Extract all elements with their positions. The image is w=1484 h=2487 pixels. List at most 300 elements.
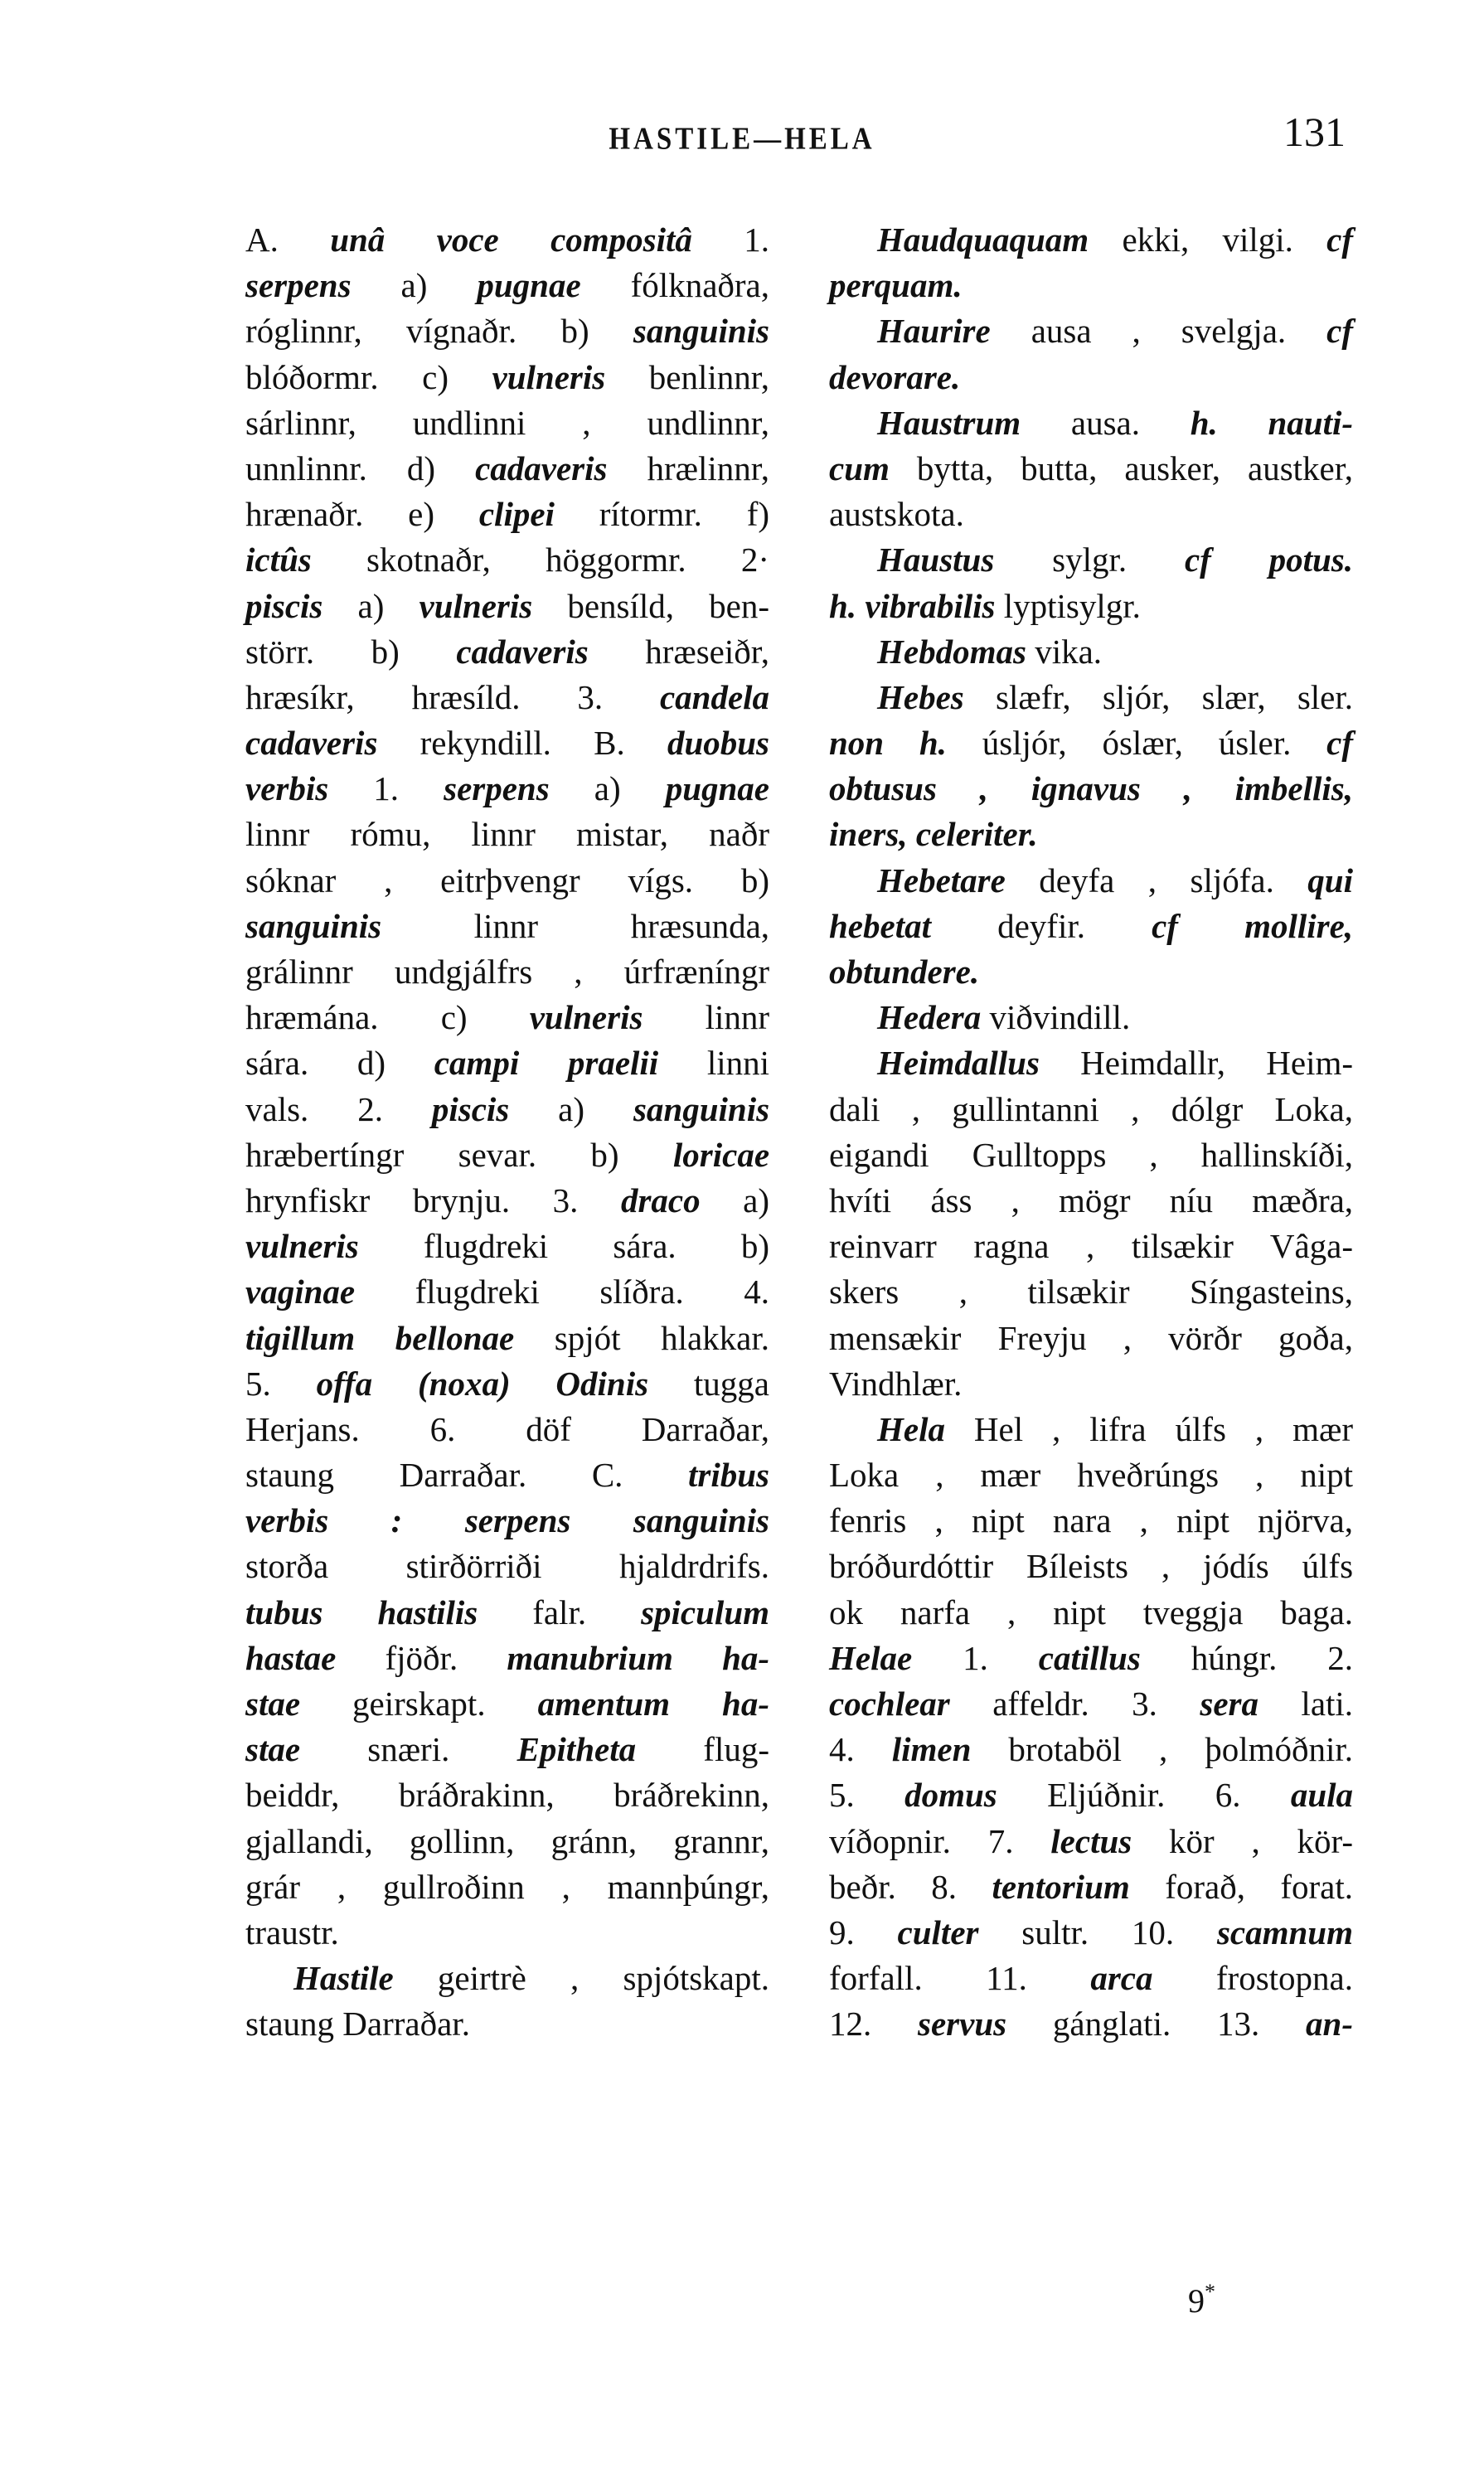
latin-term: perquam. xyxy=(829,266,963,305)
icelandic-text: slíðra. xyxy=(599,1273,684,1311)
icelandic-text: dali , xyxy=(829,1089,920,1128)
text-line xyxy=(245,308,769,354)
icelandic-text: gánglati. xyxy=(1052,2005,1171,2043)
icelandic-text: vika. xyxy=(1035,632,1103,671)
right-column xyxy=(829,217,1353,2048)
icelandic-text: sára. xyxy=(613,1227,677,1266)
icelandic-text: e) xyxy=(408,495,435,534)
text-line xyxy=(829,995,1353,1040)
latin-term: cadaveris xyxy=(475,448,608,487)
icelandic-text: bróðurdóttir xyxy=(829,1547,994,1586)
latin-term: cadaveris xyxy=(245,724,378,763)
latin-term: unâ xyxy=(330,221,386,259)
icelandic-text: spjót hlakkar. xyxy=(554,1318,769,1357)
latin-term: Hastile xyxy=(293,1959,394,1998)
icelandic-text: affeldr. xyxy=(992,1685,1089,1723)
text-line xyxy=(829,1956,1353,2001)
icelandic-text: gullintanni , xyxy=(952,1089,1140,1128)
text-line xyxy=(245,904,769,949)
icelandic-text: A. xyxy=(245,221,279,259)
latin-term: tentorium xyxy=(992,1867,1130,1906)
latin-term: devorare. xyxy=(829,357,961,396)
latin-term: obtusus , xyxy=(829,769,988,808)
printer-signature-mark xyxy=(1188,2280,1215,2320)
icelandic-text: skotnaðr, xyxy=(366,541,491,579)
latin-term: piscis xyxy=(431,1089,510,1128)
icelandic-text: B. xyxy=(594,724,625,763)
icelandic-text: mannþúngr, xyxy=(607,1867,770,1906)
icelandic-text: rekyndill. xyxy=(419,724,551,763)
text-line xyxy=(829,2001,1353,2047)
text-line xyxy=(245,217,769,263)
text-line xyxy=(829,858,1353,904)
text-line xyxy=(245,858,769,904)
text-line xyxy=(829,812,1353,857)
icelandic-text: lati. xyxy=(1301,1685,1354,1723)
icelandic-text: 5. xyxy=(829,1776,855,1815)
icelandic-text: flug- xyxy=(703,1730,769,1769)
text-line xyxy=(245,1178,769,1224)
text-line xyxy=(829,1498,1353,1544)
icelandic-text: austker, xyxy=(1248,448,1354,487)
icelandic-text: gránn, xyxy=(550,1821,638,1860)
icelandic-text: geirskapt. xyxy=(352,1685,486,1723)
icelandic-text: deyfir. xyxy=(997,906,1085,945)
latin-term: cf xyxy=(1326,312,1353,351)
icelandic-text: spjótskapt. xyxy=(623,1959,770,1998)
text-line xyxy=(245,629,769,675)
icelandic-text: hræmána. xyxy=(245,998,379,1037)
latin-term: praelii xyxy=(567,1044,659,1083)
icelandic-text: 3. xyxy=(577,677,604,716)
latin-term: Haustrum xyxy=(877,403,1021,442)
latin-term: cum xyxy=(829,448,890,487)
icelandic-text: austskota. xyxy=(829,495,964,534)
text-line xyxy=(829,1316,1353,1361)
latin-term: piscis xyxy=(245,586,323,625)
text-line xyxy=(245,1864,769,1910)
icelandic-text: naðr xyxy=(709,815,769,854)
text-line xyxy=(245,1087,769,1132)
latin-term: pugnae xyxy=(665,769,770,808)
icelandic-text: hrynfiskr xyxy=(245,1180,371,1219)
latin-term: tigillum xyxy=(245,1318,356,1357)
latin-term: sanguinis xyxy=(633,312,769,351)
icelandic-text: forat. xyxy=(1280,1867,1354,1906)
icelandic-text: hjaldrdrifs. xyxy=(618,1547,770,1586)
icelandic-text: 2· xyxy=(740,541,770,579)
icelandic-text: deyfa , xyxy=(1039,861,1157,899)
icelandic-text: úsler. xyxy=(1218,724,1292,763)
text-line xyxy=(829,1864,1353,1910)
icelandic-text: sevar. xyxy=(458,1135,537,1174)
icelandic-text: sljór, xyxy=(1102,677,1171,716)
icelandic-text: a) xyxy=(743,1180,769,1219)
icelandic-text: ausa. xyxy=(1070,403,1141,442)
text-line xyxy=(245,675,769,720)
icelandic-text: Loka , xyxy=(829,1456,944,1495)
latin-term: vibrabilis xyxy=(865,586,996,625)
latin-term: hastae xyxy=(245,1638,337,1677)
icelandic-text: hrænaðr. xyxy=(245,495,364,534)
icelandic-text: Loka, xyxy=(1274,1089,1354,1128)
icelandic-text: 3. xyxy=(552,1180,579,1219)
icelandic-text: rítormr. xyxy=(599,495,702,534)
latin-term: Hebes xyxy=(877,677,964,716)
latin-term: Hedera xyxy=(877,998,982,1037)
text-line xyxy=(829,1544,1353,1589)
latin-term: Haurire xyxy=(877,312,991,351)
latin-term: serpens xyxy=(245,266,352,305)
icelandic-text: undgjálfrs , xyxy=(394,953,583,991)
latin-term: ictûs xyxy=(245,541,312,579)
text-line xyxy=(245,263,769,308)
latin-term: tubus xyxy=(245,1593,323,1631)
icelandic-text: grár , xyxy=(245,1867,347,1906)
latin-term: lectus xyxy=(1050,1821,1132,1860)
icelandic-text: Bíleists , xyxy=(1026,1547,1171,1586)
text-line xyxy=(245,537,769,583)
icelandic-text: Darraðar. xyxy=(342,2005,470,2043)
latin-term: mollire, xyxy=(1244,906,1354,945)
latin-term: h. xyxy=(829,586,857,625)
icelandic-text: hvíti xyxy=(829,1180,892,1219)
latin-term: cochlear xyxy=(829,1685,950,1723)
latin-term: Odinis xyxy=(555,1364,649,1403)
icelandic-text: hallinskíði, xyxy=(1200,1135,1353,1174)
icelandic-text: fjöðr. xyxy=(385,1638,458,1677)
latin-term: vulneris xyxy=(529,998,643,1037)
icelandic-text: b) xyxy=(590,1135,619,1174)
text-line xyxy=(829,1636,1353,1681)
left-column xyxy=(245,217,769,2048)
text-line xyxy=(829,355,1353,400)
latin-term: candela xyxy=(659,677,770,716)
text-line xyxy=(829,949,1353,995)
icelandic-text: mær xyxy=(1292,1409,1354,1448)
icelandic-text: mær xyxy=(980,1456,1041,1495)
text-line xyxy=(245,949,769,995)
icelandic-text: bráðrekinn, xyxy=(613,1776,770,1815)
icelandic-text: Vâga- xyxy=(1269,1227,1354,1266)
icelandic-text: baga. xyxy=(1280,1593,1354,1631)
latin-term: loricae xyxy=(672,1135,770,1174)
icelandic-text: sler. xyxy=(1297,677,1354,716)
text-line xyxy=(245,1772,769,1818)
icelandic-text: svelgja. xyxy=(1181,312,1287,351)
icelandic-text: linnr xyxy=(705,998,770,1037)
icelandic-text: slær, xyxy=(1201,677,1266,716)
icelandic-text: vígs. xyxy=(628,861,694,899)
text-line xyxy=(245,812,769,857)
text-line xyxy=(829,720,1353,766)
icelandic-text: linnr xyxy=(471,815,536,854)
text-line xyxy=(829,1087,1353,1132)
icelandic-text: úsljór, xyxy=(982,724,1067,763)
icelandic-text: slæfr, xyxy=(996,677,1071,716)
text-line xyxy=(829,1590,1353,1636)
latin-term: vulneris xyxy=(419,586,533,625)
icelandic-text: kör- xyxy=(1297,1821,1354,1860)
text-line xyxy=(829,446,1353,492)
icelandic-text: 1. xyxy=(373,769,400,808)
icelandic-text: C. xyxy=(591,1456,623,1495)
latin-term: non h. xyxy=(829,724,947,763)
icelandic-text: flugdreki xyxy=(423,1227,549,1266)
text-line xyxy=(245,1727,769,1772)
icelandic-text: vals. xyxy=(245,1089,309,1128)
latin-term: pugnae xyxy=(477,266,581,305)
icelandic-text: ausker, xyxy=(1124,448,1220,487)
icelandic-text: Herjans. xyxy=(245,1409,360,1448)
text-line xyxy=(245,720,769,766)
icelandic-text: stirðörriði xyxy=(405,1547,542,1586)
latin-term: stae xyxy=(245,1730,301,1769)
icelandic-text: f) xyxy=(746,495,770,534)
text-line xyxy=(829,1040,1353,1086)
text-line xyxy=(245,1224,769,1269)
text-line xyxy=(245,1910,769,1956)
latin-term: Helae xyxy=(829,1638,913,1677)
icelandic-text: úrfræníngr xyxy=(623,953,770,991)
latin-term: verbis : xyxy=(245,1501,403,1540)
latin-term: limen xyxy=(891,1730,972,1769)
text-line xyxy=(829,217,1353,263)
text-line xyxy=(245,2001,769,2047)
text-line xyxy=(245,446,769,492)
text-line xyxy=(245,1316,769,1361)
icelandic-text: mensækir xyxy=(829,1318,962,1357)
latin-term: obtundere. xyxy=(829,953,980,991)
icelandic-text: geirtrè , xyxy=(437,1959,580,1998)
text-line xyxy=(245,1590,769,1636)
latin-term: cf xyxy=(1326,724,1353,763)
icelandic-text: falr. xyxy=(532,1593,587,1631)
latin-term: Hebetare xyxy=(877,861,1006,899)
icelandic-text: nipt xyxy=(971,1501,1025,1540)
latin-term: hastilis xyxy=(377,1593,478,1631)
icelandic-text: blóðormr. xyxy=(245,357,379,396)
latin-term: h. xyxy=(1190,403,1218,442)
icelandic-text: d) xyxy=(356,1044,386,1083)
latin-term: tribus xyxy=(688,1456,769,1495)
icelandic-text: kör , xyxy=(1169,1821,1260,1860)
icelandic-text: flugdreki xyxy=(415,1273,540,1311)
latin-term: sanguinis xyxy=(245,906,382,945)
text-line xyxy=(829,1681,1353,1727)
text-line xyxy=(829,1132,1353,1178)
text-line xyxy=(245,1498,769,1544)
latin-term: domus xyxy=(904,1776,997,1815)
icelandic-text: úlfs , xyxy=(1175,1409,1264,1448)
text-line xyxy=(829,675,1353,720)
text-line xyxy=(829,1361,1353,1407)
text-line xyxy=(829,1910,1353,1956)
icelandic-text: 4. xyxy=(744,1273,770,1311)
icelandic-text: gollinn, xyxy=(409,1821,515,1860)
icelandic-text: sylgr. xyxy=(1052,541,1128,579)
icelandic-text: húngr. xyxy=(1191,1638,1278,1677)
icelandic-text: þolmóðnir. xyxy=(1205,1730,1354,1769)
page-number: 131 xyxy=(1283,109,1346,155)
icelandic-text: a) xyxy=(594,769,621,808)
icelandic-text: beðr. xyxy=(829,1867,896,1906)
latin-term: campi xyxy=(434,1044,520,1083)
text-line xyxy=(829,766,1353,812)
icelandic-text: gullroðinn , xyxy=(382,1867,570,1906)
icelandic-text: brotaböl , xyxy=(1008,1730,1168,1769)
icelandic-text: a) xyxy=(357,586,385,625)
icelandic-text: nipt xyxy=(1176,1501,1229,1540)
icelandic-text: linnr xyxy=(473,906,539,945)
latin-term: ignavus , xyxy=(1031,769,1192,808)
icelandic-text: mistar, xyxy=(575,815,669,854)
icelandic-text: 2. xyxy=(1327,1638,1353,1677)
icelandic-text: staung xyxy=(245,2005,335,2043)
latin-term: imbellis, xyxy=(1234,769,1353,808)
latin-term: Heimdallus xyxy=(877,1044,1040,1083)
text-line xyxy=(829,263,1353,308)
latin-term: sera xyxy=(1200,1685,1258,1723)
icelandic-text: sljófa. xyxy=(1190,861,1274,899)
icelandic-text: lifra xyxy=(1089,1409,1147,1448)
icelandic-text: staung xyxy=(245,1456,335,1495)
icelandic-text: ekki, vilgi. xyxy=(1122,221,1293,259)
icelandic-text: c) xyxy=(440,998,468,1037)
icelandic-text: storða xyxy=(245,1547,329,1586)
icelandic-text: Hel , xyxy=(973,1409,1061,1448)
icelandic-text: níu xyxy=(1169,1180,1214,1219)
icelandic-text: jódís xyxy=(1202,1547,1269,1586)
latin-term: Hela xyxy=(877,1409,945,1448)
icelandic-text: Freyju , xyxy=(997,1318,1132,1357)
icelandic-text: b) xyxy=(740,1227,770,1266)
latin-term: aula xyxy=(1290,1776,1354,1815)
text-line xyxy=(829,1224,1353,1269)
icelandic-text: 6. xyxy=(1215,1776,1241,1815)
latin-term: scamnum xyxy=(1216,1913,1353,1951)
text-line xyxy=(829,1452,1353,1498)
icelandic-text: tilsækir xyxy=(1131,1227,1234,1266)
icelandic-text: reinvarr xyxy=(829,1227,937,1266)
text-line xyxy=(245,1681,769,1727)
icelandic-text: 1. xyxy=(744,221,770,259)
text-line xyxy=(829,537,1353,583)
icelandic-text: 2. xyxy=(357,1089,383,1128)
icelandic-text: Darraðar. xyxy=(399,1456,527,1495)
latin-term: servus xyxy=(918,2005,1007,2043)
icelandic-text: mögr xyxy=(1058,1180,1131,1219)
icelandic-text: 5. xyxy=(245,1364,271,1403)
icelandic-text: ben- xyxy=(709,586,770,625)
icelandic-text: óslær, xyxy=(1102,724,1183,763)
latin-term: serpens xyxy=(444,769,550,808)
icelandic-text: eitrþvengr xyxy=(440,861,580,899)
latin-term: vaginae xyxy=(245,1273,356,1311)
icelandic-text: störr. xyxy=(245,632,315,671)
latin-term: verbis xyxy=(245,769,329,808)
icelandic-text: frostopna. xyxy=(1215,1959,1354,1998)
text-line xyxy=(245,1132,769,1178)
icelandic-text: Síngasteins, xyxy=(1189,1273,1353,1311)
icelandic-text: 8. xyxy=(931,1867,958,1906)
latin-term: catillus xyxy=(1038,1638,1141,1677)
icelandic-text: Vindhlær. xyxy=(829,1364,963,1403)
icelandic-text: brynju. xyxy=(412,1180,511,1219)
icelandic-text: víðopnir. xyxy=(829,1821,951,1860)
icelandic-text: tilsækir xyxy=(1027,1273,1130,1311)
text-line xyxy=(829,629,1353,675)
signature-star: * xyxy=(1205,2280,1215,2304)
icelandic-text: bráðrakinn, xyxy=(398,1776,555,1815)
icelandic-text: hræsunda, xyxy=(630,906,770,945)
text-line xyxy=(829,1772,1353,1818)
icelandic-text: 1. xyxy=(963,1638,988,1677)
running-head xyxy=(0,124,1484,155)
icelandic-text: goða, xyxy=(1278,1318,1353,1357)
icelandic-text: snæri. xyxy=(367,1730,450,1769)
latin-term: cf xyxy=(1184,541,1211,579)
latin-term: stae xyxy=(245,1685,301,1723)
text-line xyxy=(245,1040,769,1086)
icelandic-text: grálinnr xyxy=(245,953,353,991)
text-line xyxy=(245,1361,769,1407)
latin-term: sanguinis xyxy=(633,1501,769,1540)
text-line xyxy=(245,1636,769,1681)
icelandic-text: Darraðar, xyxy=(641,1409,770,1448)
text-line xyxy=(245,1452,769,1498)
text-line xyxy=(245,355,769,400)
icelandic-text: butta, xyxy=(1021,448,1098,487)
text-line xyxy=(245,766,769,812)
icelandic-text: hræsíld. xyxy=(411,677,521,716)
icelandic-text: vörðr xyxy=(1168,1318,1242,1357)
icelandic-text: róglinnr, vígnaðr. xyxy=(245,312,517,351)
running-title: HASTILE—HELA xyxy=(609,122,875,157)
icelandic-text: mæðra, xyxy=(1252,1180,1354,1219)
icelandic-text: sára. xyxy=(245,1044,309,1083)
icelandic-text: 6. xyxy=(429,1409,456,1448)
icelandic-text: 11. xyxy=(986,1959,1027,1998)
icelandic-text: sultr. xyxy=(1021,1913,1089,1951)
latin-term: compositâ xyxy=(550,221,692,259)
icelandic-text: bytta, xyxy=(916,448,994,487)
icelandic-text: forfall. xyxy=(829,1959,923,1998)
latin-term: clipei xyxy=(478,495,555,534)
text-line xyxy=(829,1727,1353,1772)
icelandic-text: grannr, xyxy=(673,1821,769,1860)
text-line xyxy=(829,1819,1353,1864)
icelandic-text: a) xyxy=(400,266,428,305)
latin-term: Hebdomas xyxy=(877,632,1026,671)
icelandic-text: lyptisylgr. xyxy=(1003,586,1141,625)
latin-term: vulneris xyxy=(245,1227,359,1266)
latin-term: voce xyxy=(436,221,499,259)
icelandic-text: linnr xyxy=(245,815,310,854)
icelandic-text: hræsíkr, xyxy=(245,677,355,716)
icelandic-text: d) xyxy=(406,448,436,487)
icelandic-text: beiddr, xyxy=(245,1776,340,1815)
latin-term: qui xyxy=(1307,861,1353,899)
icelandic-text: ok xyxy=(829,1593,863,1631)
latin-term: duobus xyxy=(667,724,770,763)
icelandic-text: tveggja xyxy=(1142,1593,1244,1631)
icelandic-text: 7. xyxy=(987,1821,1014,1860)
latin-term: amentum xyxy=(537,1685,671,1723)
icelandic-text: unnlinnr. xyxy=(245,448,367,487)
icelandic-text: Eljúðnir. xyxy=(1047,1776,1166,1815)
icelandic-text: döf xyxy=(526,1409,571,1448)
